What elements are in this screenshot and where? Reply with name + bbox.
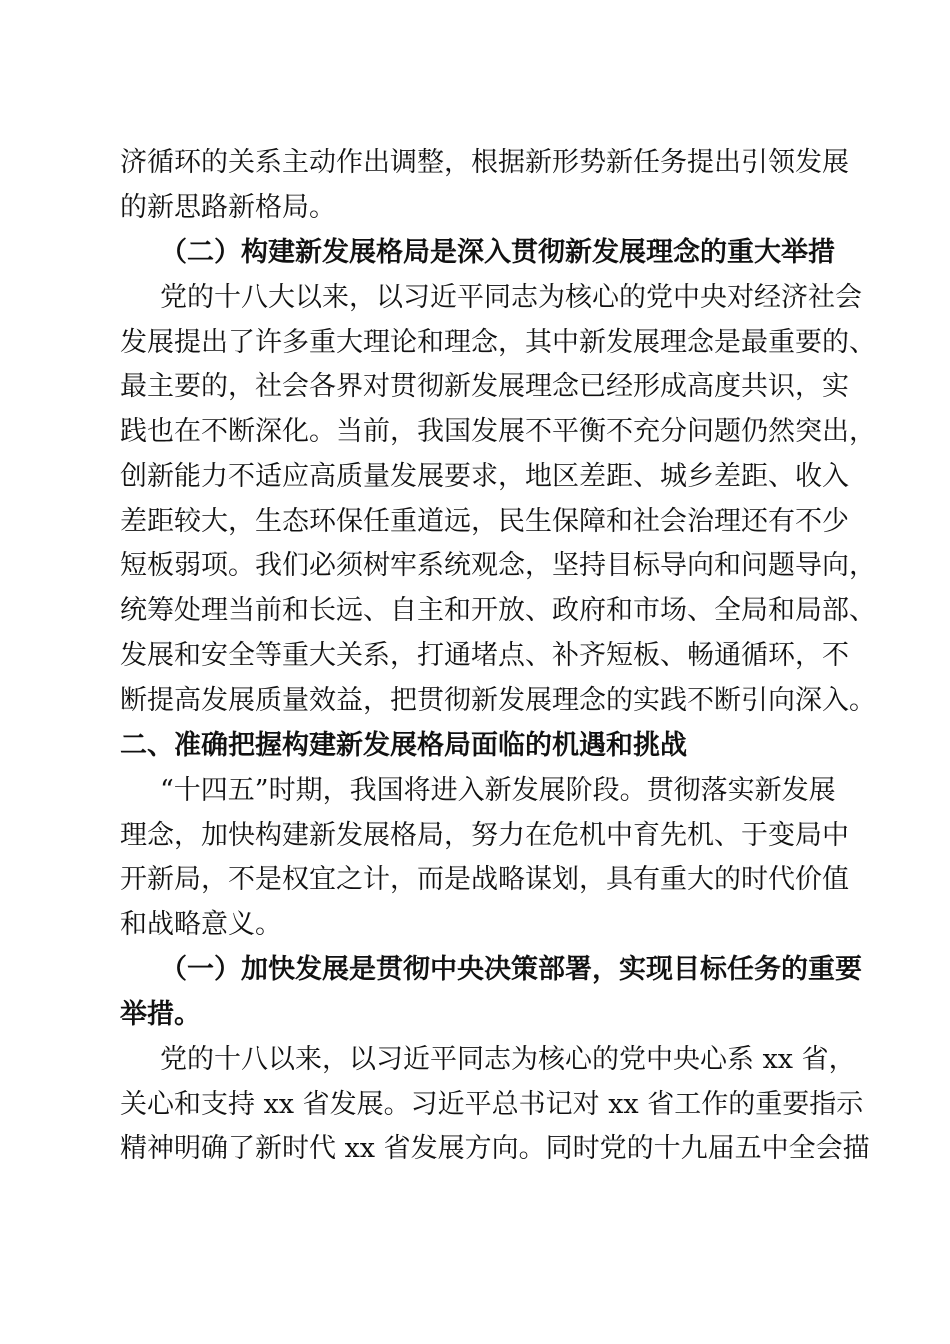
body-text-line: 开新局，不是权宜之计，而是战略谋划，具有重大的时代价值 <box>120 864 849 895</box>
body-text-line: 济循环的关系主动作出调整，根据新形势新任务提出引领发展 <box>120 147 849 178</box>
body-text-line: 创新能力不适应高质量发展要求，地区差距、城乡差距、收入 <box>120 461 849 492</box>
body-text-line: 最主要的，社会各界对贯彻新发展理念已经形成高度共识，实 <box>120 371 849 402</box>
body-text-line: 党的十八大以来，以习近平同志为核心的党中央对经济社会 <box>160 282 862 313</box>
subheading-1: （一）加快发展是贯彻中央决策部署，实现目标任务的重要 <box>160 954 862 985</box>
body-text-line: 的新思路新格局。 <box>120 192 336 223</box>
body-text-line: 短板弱项。我们必须树牢系统观念，坚持目标导向和问题导向， <box>120 550 876 581</box>
body-text-line: “十四五”时期，我国将进入新发展阶段。贯彻落实新发展 <box>160 775 836 806</box>
subheading-2: （二）构建新发展格局是深入贯彻新发展理念的重大举措 <box>160 237 835 268</box>
body-text-line: 理念，加快构建新发展格局，努力在危机中育先机、于变局中 <box>120 820 849 851</box>
body-text-line: 发展提出了许多重大理论和理念，其中新发展理念是最重要的、 <box>120 327 876 358</box>
body-text-line: 和战略意义。 <box>120 909 282 940</box>
body-text-line: 关心和支持 xx 省发展。习近平总书记对 xx 省工作的重要指示 <box>120 1089 864 1120</box>
body-text-line: 统筹处理当前和长远、自主和开放、政府和市场、全局和局部、 <box>120 595 876 626</box>
body-text-line: 差距较大，生态环保任重道远，民生保障和社会治理还有不少 <box>120 506 849 537</box>
body-text-line: 断提高发展质量效益，把贯彻新发展理念的实践不断引向深入。 <box>120 685 876 716</box>
body-text-line: 党的十八以来，以习近平同志为核心的党中央心系 xx 省， <box>160 1044 856 1075</box>
body-text-line: 发展和安全等重大关系，打通堵点、补齐短板、畅通循环，不 <box>120 640 849 671</box>
subheading-1-continued: 举措。 <box>120 999 201 1030</box>
body-text-line: 践也在不断深化。当前，我国发展不平衡不充分问题仍然突出， <box>120 416 876 447</box>
section-heading-2: 二、准确把握构建新发展格局面临的机遇和挑战 <box>120 730 687 761</box>
body-text-line: 精神明确了新时代 xx 省发展方向。同时党的十九届五中全会描 <box>120 1133 870 1164</box>
